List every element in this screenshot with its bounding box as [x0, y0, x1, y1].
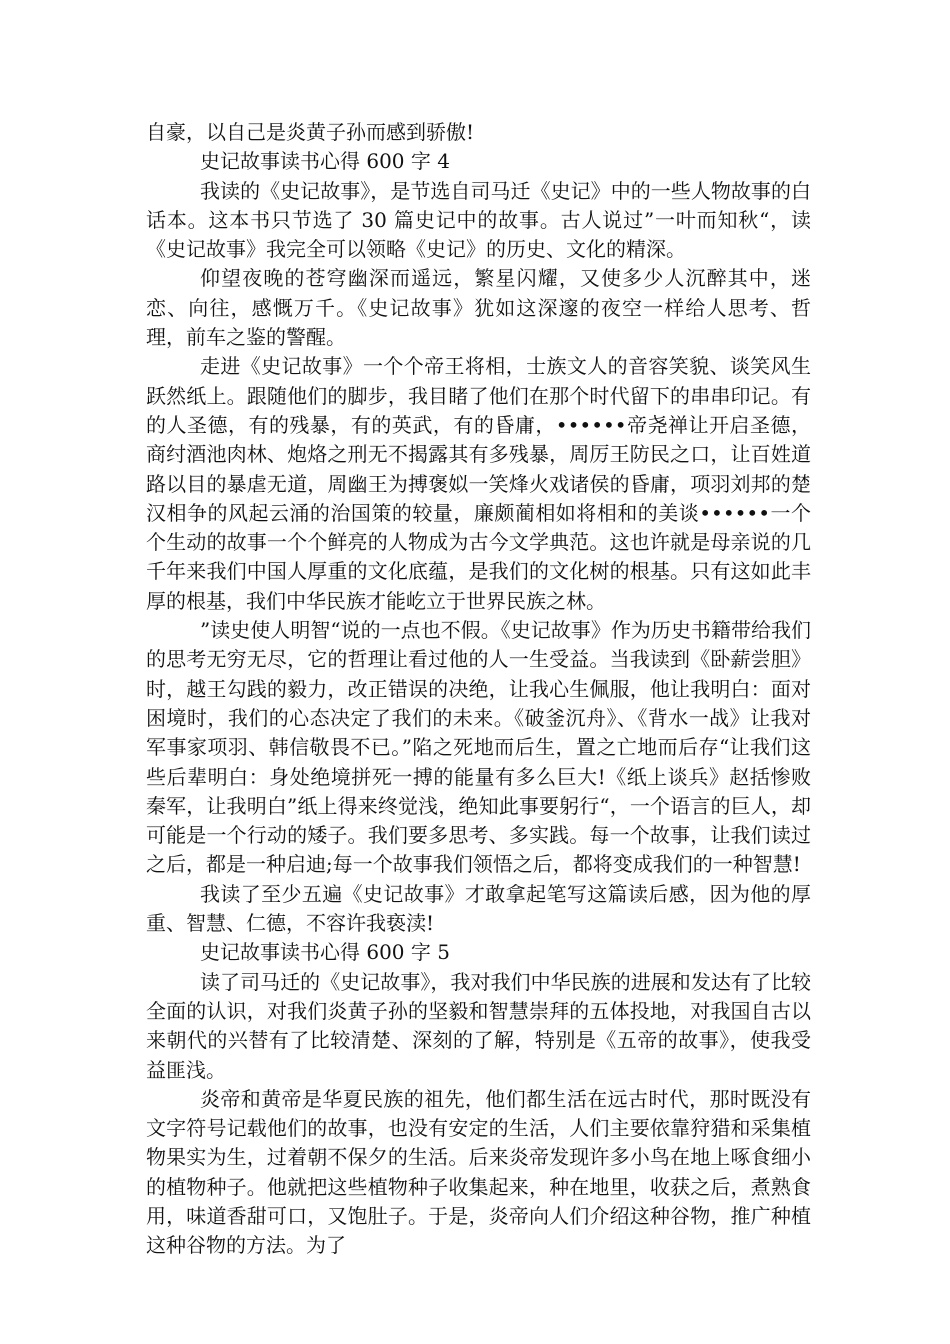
paragraph: 读了司马迁的《史记故事》，我对我们中华民族的进展和发达有了比较全面的认识，对我们炎黄子孙的坚毅和智慧崇拜的五体投地，对我国自古以来朝代的兴替有了比较清楚、深刻的了解，特别是《五帝的故事》，使我受益匪浅。 [146, 969, 811, 1082]
paragraph: ”读史使人明智“说的一点也不假。《史记故事》作为历史书籍带给我们的思考无穷无尽，它的哲理让看过他的人一生受益。当我读到《卧薪尝胆》时，越王勾践的毅力，改正错误的决绝，让我心生佩服，他让我明白：面对困境时，我们的心态决定了我们的未来。《破釜沉舟》、《背水一战》让我对军事家项羽、韩信敬畏不已。”陷之死地而后生，置之亡地而后存“让我们这些后辈明白：身处绝境拼死一搏的能量有多么巨大!《纸上谈兵》赵括惨败秦军，让我明白”纸上得来终觉浅，绝知此事要躬行“，一个语言的巨人，却可能是一个行动的矮子。我们要多思考、多实践。每一个故事，让我们读过之后，都是一种启迪;每一个故事我们领悟之后，都将变成我们的一种智慧! [146, 618, 811, 877]
document-page [146, 118, 811, 1261]
section-heading: 史记故事读书心得 600 字 4 [200, 149, 450, 174]
paragraph-continuation: 自豪，以自己是炎黄子孙而感到骄傲! [146, 120, 475, 144]
section-heading: 史记故事读书心得 600 字 5 [200, 940, 450, 965]
paragraph: 仰望夜晚的苍穹幽深而遥远，繁星闪耀，又使多少人沉醉其中，迷恋、向往，感慨万千。《史记故事》犹如这深邃的夜空一样给人思考、哲理，前车之鉴的警醒。 [146, 266, 811, 350]
paragraph: 走进《史记故事》一个个帝王将相，士族文人的音容笑貌、谈笑风生跃然纸上。跟随他们的脚步，我目睹了他们在那个时代留下的串串印记。有的人圣德，有的残暴，有的英武，有的昏庸，••••••帝尧禅让开启圣德，商纣酒池肉林、炮烙之刑无不揭露其有多残暴，周厉王防民之口，让百姓道路以目的暴虐无道，周幽王为搏褒姒一笑烽火戏诸侯的昏庸，项羽刘邦的楚汉相争的风起云涌的治国策的较量，廉颇蔺相如将相和的美谈••••••一个个生动的故事一个个鲜亮的人物成为古今文学典范。这也许就是母亲说的几千年来我们中国人厚重的文化底蕴，是我们的文化树的根基。只有这如此丰厚的根基，我们中华民族才能屹立于世界民族之林。 [146, 354, 811, 613]
paragraph: 炎帝和黄帝是华夏民族的祖先，他们都生活在远古时代，那时既没有文字符号记载他们的故事，也没有安定的生活，人们主要依靠狩猎和采集植物果实为生，过着朝不保夕的生活。后来炎帝发现许多小鸟在地上啄食细小的植物种子。他就把这些植物种子收集起来，种在地里，收获之后，煮熟食用，味道香甜可口，又饱肚子。于是，炎帝向人们介绍这种谷物，推广种植这种谷物的方法。为了 [146, 1086, 811, 1258]
paragraph: 我读的《史记故事》，是节选自司马迁《史记》中的一些人物故事的白话本。这本书只节选了 30 篇史记中的故事。古人说过”一叶而知秋“，读《史记故事》我完全可以领略《史记》的历史、文化的精深。 [146, 178, 811, 262]
paragraph: 我读了至少五遍《史记故事》才敢拿起笔写这篇读后感，因为他的厚重、智慧、仁德，不容许我亵渎! [146, 881, 811, 936]
